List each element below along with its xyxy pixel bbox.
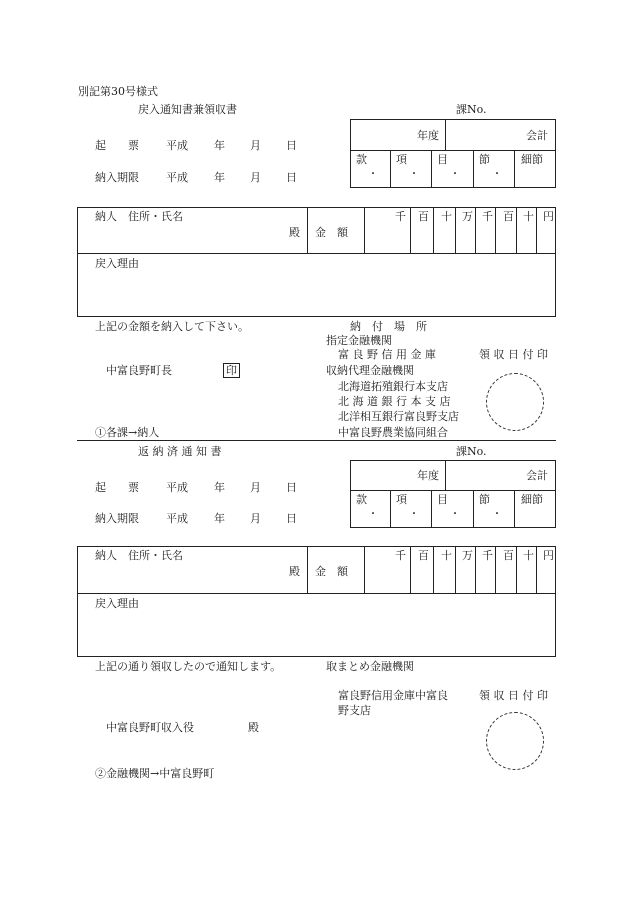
collecting-bank-label: 取まとめ金融機関 (326, 660, 414, 673)
receipt-date-seal-2 (486, 712, 544, 770)
budget-setsu-2: 節 (479, 493, 490, 506)
digit-juu-2: 十 (523, 549, 534, 562)
payer-amount-table-2 (77, 546, 556, 657)
receipt-date-seal (486, 373, 544, 431)
designated-bank-label: 指定金融機関 (326, 334, 392, 347)
nendo-label-2: 年度 (417, 469, 439, 482)
digit-hyaku: 百 (503, 210, 514, 223)
kigen-era: 平成 (166, 171, 188, 184)
kaikei-label-2: 会計 (526, 469, 548, 482)
receipt-seal-label: 領 収 日 付 印 (479, 348, 548, 361)
kigen-label-2: 納入期限 (95, 512, 139, 525)
receipt-seal-label-2: 領 収 日 付 印 (479, 689, 548, 702)
collecting-bank-line2: 野支店 (338, 704, 371, 717)
kihyo-year-2: 年 (214, 481, 225, 494)
agent-bank-2: 北 海 道 銀 行 本 支 店 (338, 395, 451, 408)
reason-label: 戻入理由 (95, 257, 139, 270)
digit-en: 円 (543, 210, 554, 223)
budget-saisetsu-2: 細節 (521, 493, 543, 506)
amount-label-2: 金 額 (315, 565, 348, 578)
budget-kou-2: 項 (396, 493, 407, 506)
designated-bank: 富 良 野 信 用 金 庫 (338, 348, 436, 361)
form-number: 別記第30号様式 (78, 85, 158, 98)
kihyo-label-2: 起 票 (95, 481, 139, 494)
payer-label: 納人 住所・氏名 (95, 210, 183, 223)
kigen-day: 日 (286, 171, 297, 184)
digit-en-2: 円 (543, 549, 554, 562)
instruction-text-2: 上記の通り領収したので通知します。 (95, 660, 282, 673)
kigen-year-2: 年 (214, 512, 225, 525)
section-divider (77, 440, 556, 441)
kigen-month-2: 月 (250, 512, 261, 525)
treasurer-dono: 殿 (248, 721, 259, 734)
ka-no-label: 課No. (456, 103, 487, 116)
budget-moku-2: 目 (437, 493, 448, 506)
digit-juu-man: 十 (441, 210, 452, 223)
treasurer-title: 中富良野町収入役 (106, 721, 194, 734)
digit-man-2: 万 (462, 549, 473, 562)
digit-hyaku-2: 百 (503, 549, 514, 562)
budget-setsu: 節 (479, 153, 490, 166)
amount-label: 金 額 (315, 226, 348, 239)
dono-label-2: 殿 (289, 565, 300, 578)
collecting-bank-line1: 富良野信用金庫中富良 (338, 689, 448, 702)
digit-hyaku-man-2: 百 (418, 549, 429, 562)
routing-note-2: ②金融機関→中富良野町 (95, 767, 215, 780)
kigen-year: 年 (214, 171, 225, 184)
digit-sen-man-2: 千 (395, 549, 406, 562)
agent-bank-4: 中富良野農業協同組合 (338, 426, 448, 439)
digit-sen-man: 千 (395, 210, 406, 223)
kihyo-era: 平成 (166, 139, 188, 152)
kihyo-day-2: 日 (286, 481, 297, 494)
kihyo-label: 起 票 (95, 139, 139, 152)
kaikei-label: 会計 (526, 129, 548, 142)
budget-saisetsu: 細節 (521, 153, 543, 166)
digit-juu: 十 (523, 210, 534, 223)
nendo-label: 年度 (417, 129, 439, 142)
return-notice-title: 返 納 済 通 知 書 (138, 445, 222, 458)
notice-title: 戻入通知書兼領収書 (138, 103, 237, 116)
payer-amount-table (77, 207, 556, 317)
kigen-month: 月 (250, 171, 261, 184)
agent-bank-label: 収納代理金融機関 (326, 364, 414, 377)
agent-bank-3: 北洋相互銀行富良野支店 (338, 410, 459, 423)
reason-label-2: 戻入理由 (95, 597, 139, 610)
budget-kou: 項 (396, 153, 407, 166)
budget-moku: 目 (437, 153, 448, 166)
payer-label-2: 納人 住所・氏名 (95, 549, 183, 562)
agent-bank-1: 北海道拓殖銀行本支店 (338, 380, 448, 393)
digit-hyaku-man: 百 (418, 210, 429, 223)
dono-label: 殿 (289, 226, 300, 239)
kihyo-era-2: 平成 (166, 481, 188, 494)
kihyo-month-2: 月 (250, 481, 261, 494)
budget-kan-2: 款 (356, 493, 367, 506)
payment-place-label: 納 付 場 所 (350, 320, 427, 333)
kigen-label: 納入期限 (95, 171, 139, 184)
kihyo-day: 日 (286, 139, 297, 152)
routing-note-1: ①各課→納人 (95, 426, 160, 439)
budget-kan: 款 (356, 153, 367, 166)
ka-no-label-2: 課No. (456, 445, 487, 458)
kihyo-month: 月 (250, 139, 261, 152)
official-stamp: 印 (223, 363, 240, 378)
kihyo-year: 年 (214, 139, 225, 152)
kigen-era-2: 平成 (166, 512, 188, 525)
digit-sen: 千 (482, 210, 493, 223)
digit-man: 万 (462, 210, 473, 223)
instruction-text: 上記の金額を納入して下さい。 (95, 320, 249, 333)
digit-juu-man-2: 十 (441, 549, 452, 562)
digit-sen-2: 千 (482, 549, 493, 562)
kigen-day-2: 日 (286, 512, 297, 525)
mayor-title: 中富良野町長 (106, 364, 172, 377)
